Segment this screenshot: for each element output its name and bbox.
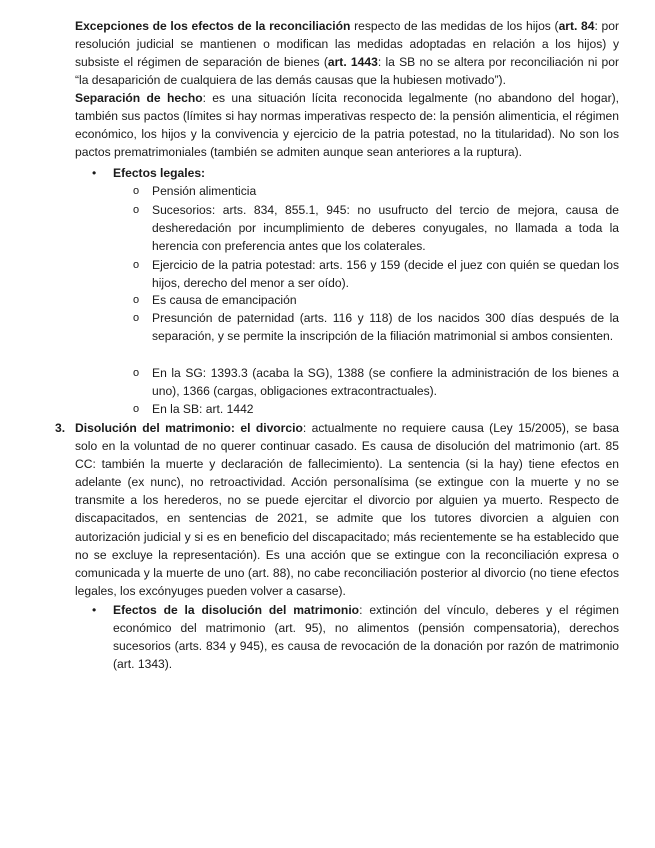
- list-item: En la SG: 1393.3 (acaba la SG), 1388 (se confiere la administración de los bienes a uno), 1366 (cargas, obligaciones extracontractuales).: [152, 366, 619, 399]
- list-item: Es causa de emancipación: [152, 293, 297, 307]
- reconciliation-exceptions-heading: Excepciones de los efectos de la reconciliación: [75, 19, 351, 33]
- de-facto-separation-heading: Separación de hecho: [75, 91, 203, 105]
- de-facto-separation-paragraph: Separación de hecho: es una situación lícita reconocida legalmente (no abandono del hogar), también sus pactos (límites si hay normas imperativas respecto de: la pensión alimenticia, el régimen económico, los hijos y la convivencia y ejercicio de la patria potestad, no la titularidad). No son los pactos prematrimoniales (también se admiten aunque sean anteriores a la ruptura).: [75, 91, 619, 160]
- art-84-ref: art. 84: [558, 19, 595, 33]
- divorce-heading: Disolución del matrimonio: el divorcio: [75, 421, 303, 435]
- list-item: Pensión alimenticia: [152, 184, 257, 198]
- sub-bullet-marker: o: [133, 367, 140, 379]
- reconciliation-exceptions-paragraph: Excepciones de los efectos de la reconciliación respecto de las medidas de los hijos (art. 84: por resolución judicial se mantienen o modifican las medidas adoptadas en relación a los hijos) y subsiste el régimen de separación de bienes (art. 1443: la SB no se altera por reconciliación ni por “la desaparición de cualquiera de las demás causas que la hubiesen motivado”).: [75, 19, 620, 88]
- dissolution-effects-paragraph: Efectos de la disolución del matrimonio: extinción del vínculo, deberes y el régimen económico del matrimonio (art. 95), no alimentos (pensión compensatoria), derechos sucesorios (arts. 834 y 945), es causa de revocación de la donación por razón de matrimonio (art. 1343).: [113, 603, 619, 672]
- bullet-marker: •: [92, 603, 97, 617]
- sub-bullet-marker: o: [133, 312, 140, 324]
- list-item: En la SB: art. 1442: [152, 402, 254, 416]
- sub-bullet-marker: o: [133, 294, 140, 306]
- dissolution-effects-heading: Efectos de la disolución del matrimonio: [113, 603, 360, 617]
- list-item: Presunción de paternidad (arts. 116 y 118) de los nacidos 300 días después de la separación, y se permite la inscripción de la filiación matrimonial si ambos consienten.: [152, 311, 619, 344]
- divorce-paragraph: Disolución del matrimonio: el divorcio: actualmente no requiere causa (Ley 15/2005), se basa solo en la voluntad de no querer continuar casado. Es causa de disolución del matrimonio (art. 85 CC: también la muerte y declaración de fallecimiento). La sentencia (si la hay) tiene efectos en adelante (ex nunc), no retroactividad. Acción personalísima (se extingue con la muerte y no se transmite a los herederos, no se puede ejercitar el divorcio por alguien ya muerto. Respecto de discapacitados, en sentencias de 2021, se admite que los tutores divorcien a alguien con autorización judicial y si es en beneficio del discapacitado; más recientemente se ha establecido que no se excluye la representación). Es una acción que se extingue con la reconciliación expresa o comunicada y la muerte de uno (art. 88), no cabe reconciliación posterior al divorcio (no tiene efectos legales, los excónyuges pueden volver a casarse).: [75, 421, 619, 598]
- sub-bullet-marker: o: [133, 185, 140, 197]
- section-number: 3.: [55, 421, 66, 435]
- bullet-marker: •: [92, 166, 97, 180]
- list-item: Ejercicio de la patria potestad: arts. 156 y 159 (decide el juez con quién se quedan los hijos, derecho del menor a ser oído).: [152, 258, 619, 291]
- list-item: Sucesorios: arts. 834, 855.1, 945: no usufructo del tercio de mejora, causa de desheredación por incumplimiento de deberes conyugales, no llamada a toda la herencia con preferencia antes que los colaterales.: [152, 203, 619, 254]
- sub-bullet-marker: o: [133, 403, 140, 415]
- sub-bullet-marker: o: [133, 259, 140, 271]
- legal-effects-heading: Efectos legales:: [113, 166, 206, 180]
- art-1443-ref: art. 1443: [327, 55, 378, 70]
- sub-bullet-marker: o: [133, 204, 140, 216]
